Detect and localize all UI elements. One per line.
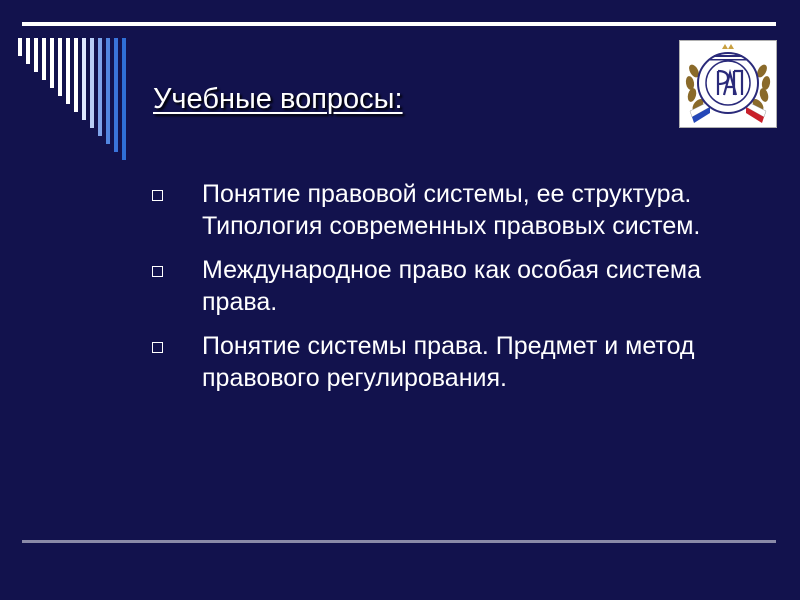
academy-emblem	[680, 41, 776, 127]
list-item-text: Международное право как особая система права.	[202, 256, 701, 316]
list-item	[150, 254, 750, 318]
list-item-text: Понятие правовой системы, ее структура. Типология современных правовых систем.	[202, 180, 701, 240]
decorative-stripes	[0, 0, 140, 170]
square-bullet-icon	[152, 190, 163, 201]
square-bullet-icon	[152, 342, 163, 353]
list-item	[150, 330, 750, 394]
list-item-text: Понятие системы права. Предмет и метод правового регулирования.	[202, 332, 695, 392]
bottom-divider-line	[22, 540, 776, 543]
list-item	[150, 178, 750, 242]
square-bullet-icon	[152, 266, 163, 277]
academy-logo	[679, 40, 777, 128]
slide-title: Учебные вопросы:	[153, 83, 403, 115]
topics-list	[150, 178, 750, 406]
